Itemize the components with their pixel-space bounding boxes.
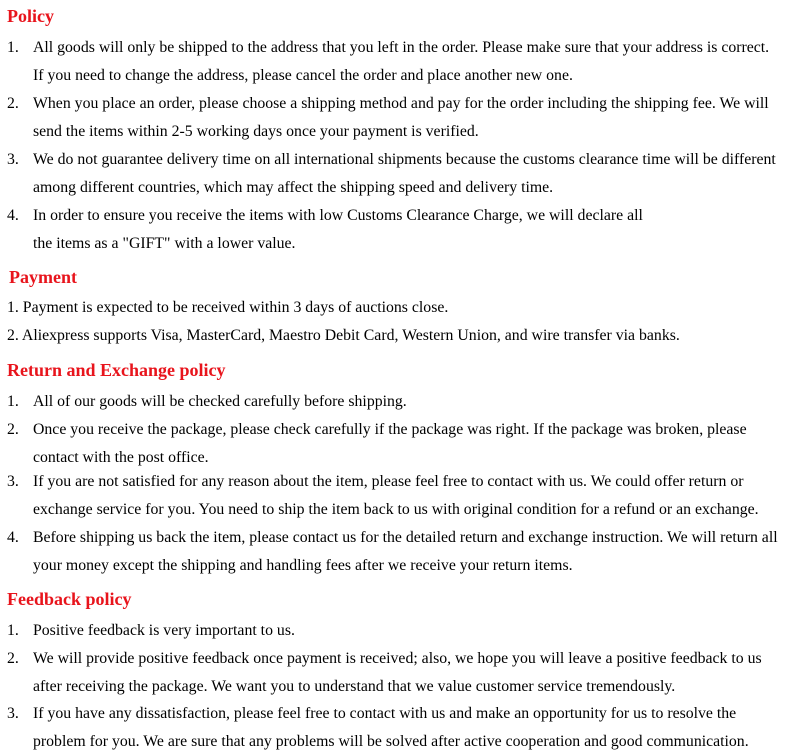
feedback-item-2-line-2: after receiving the package. We want you to understand that we value customer service tremendously. [33, 678, 676, 695]
feedback-item-3-number: 3. [7, 705, 19, 722]
feedback-item-3-line-1: If you have any dissatisfaction, please feel free to contact with us and make an opportunity for us to resolve the [33, 705, 737, 722]
policy-item-3-line-2: among different countries, which may affect the shipping speed and delivery time. [33, 179, 554, 196]
return-item-1-line-1: All of our goods will be checked carefully before shipping. [33, 393, 407, 410]
feedback-heading: Feedback policy [7, 589, 132, 609]
return-item-4-number: 4. [7, 529, 19, 546]
policy-heading: Policy [7, 6, 54, 26]
policy-item-2-number: 2. [7, 95, 19, 112]
policy-item-3-line-1: We do not guarantee delivery time on all international shipments because the customs clearance time will be different [33, 151, 776, 168]
payment-item-1: 1. Payment is expected to be received within 3 days of auctions close. [7, 299, 449, 316]
policy-item-4-line-1: In order to ensure you receive the items with low Customs Clearance Charge, we will declare all [33, 207, 643, 224]
policy-item-2-line-2: send the items within 2-5 working days once your payment is verified. [33, 123, 479, 140]
feedback-item-3-line-2: problem for you. We are sure that any problems will be solved after active cooperation and good communication. [33, 733, 749, 750]
return-item-2-number: 2. [7, 421, 19, 438]
return-item-2-line-2: contact with the post office. [33, 449, 209, 466]
policy-item-1-line-2: If you need to change the address, please cancel the order and place another new one. [33, 67, 573, 84]
policy-item-1-number: 1. [7, 39, 19, 56]
return-item-4-line-1: Before shipping us back the item, please contact us for the detailed return and exchange instruction. We will return all [33, 529, 778, 546]
return-item-3-number: 3. [7, 473, 19, 490]
return-item-1-number: 1. [7, 393, 19, 410]
return-item-3-line-2: exchange service for you. You need to ship the item back to us with original condition for a refund or an exchange. [33, 501, 759, 518]
return-item-4-line-2: your money except the shipping and handling fees after we receive your return items. [33, 557, 573, 574]
feedback-item-2-line-1: We will provide positive feedback once payment is received; also, we hope you will leave a positive feedback to us [33, 650, 762, 667]
policy-item-4-line-2: the items as a "GIFT" with a lower value. [33, 235, 296, 252]
policy-item-1-line-1: All goods will only be shipped to the address that you left in the order. Please make sure that your address is correct. [33, 39, 770, 56]
feedback-item-1-number: 1. [7, 622, 19, 639]
policy-item-4-number: 4. [7, 207, 19, 224]
return-exchange-heading: Return and Exchange policy [7, 360, 226, 380]
return-item-2-line-1: Once you receive the package, please check carefully if the package was right. If the package was broken, please [33, 421, 747, 438]
payment-heading: Payment [9, 267, 77, 287]
payment-item-2: 2. Aliexpress supports Visa, MasterCard, Maestro Debit Card, Western Union, and wire transfer via banks. [7, 327, 680, 344]
policy-item-3-number: 3. [7, 151, 19, 168]
return-item-3-line-1: If you are not satisfied for any reason about the item, please feel free to contact with us. We could offer return or [33, 473, 744, 490]
policy-item-2-line-1: When you place an order, please choose a shipping method and pay for the order including the shipping fee. We will [33, 95, 769, 112]
feedback-item-1-line-1: Positive feedback is very important to us. [33, 622, 295, 639]
feedback-item-2-number: 2. [7, 650, 19, 667]
